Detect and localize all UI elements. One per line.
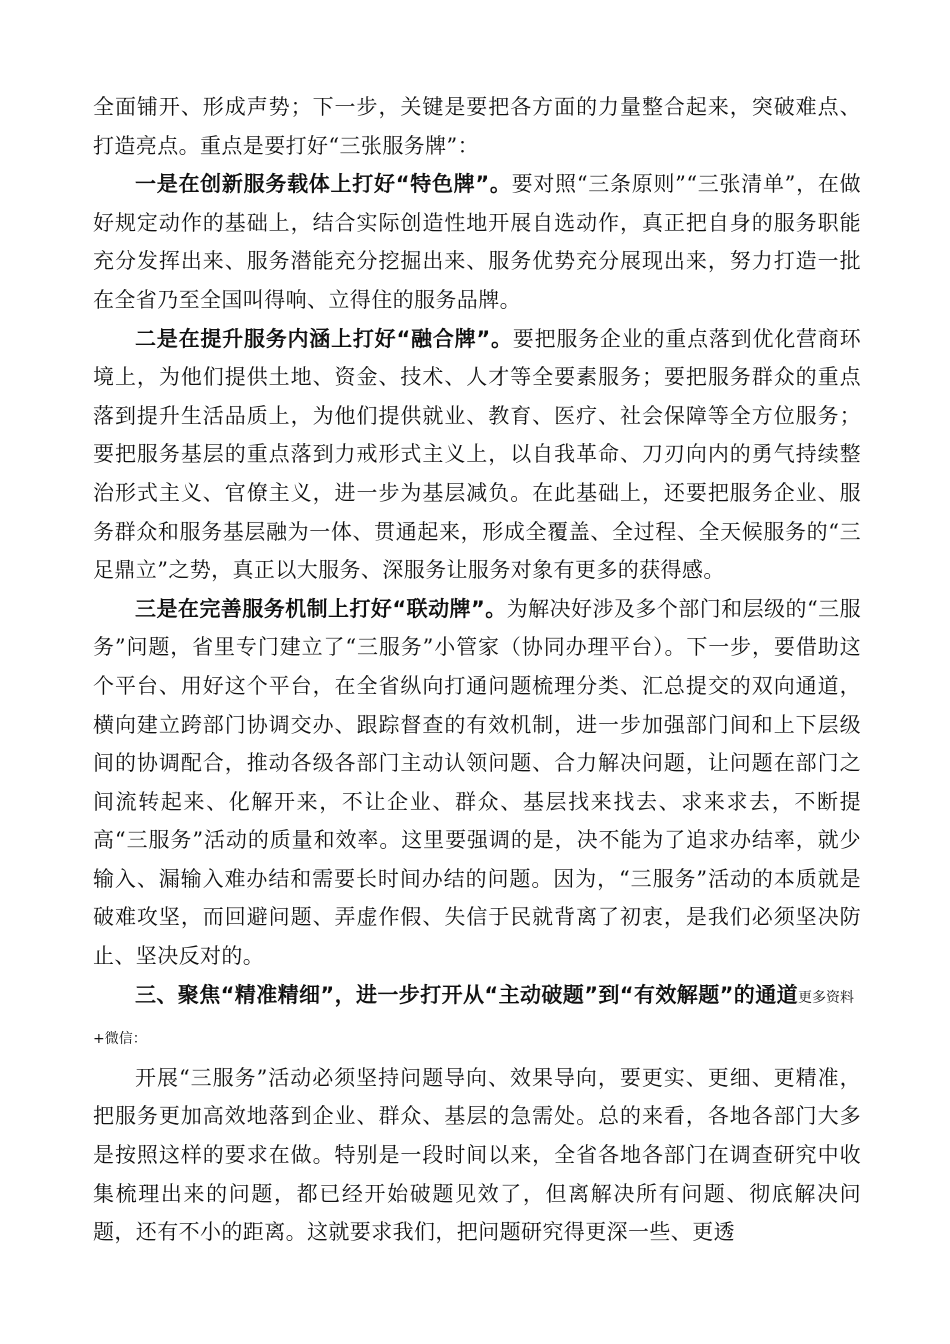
section-heading	[93, 976, 861, 1059]
paragraph-section-body: 开展“三服务”活动必须坚持问题导向、效果导向，要更实、更细、更精准，把服务更加高效地落到企业、群众、基层的急需处。总的来看，各地各部门大多是按照这样的要求在做。特别是一段时间以来，全省各地各部门在调查研究中收集梳理出来的问题，都已经开始破题见效了，但离解决所有问题、彻底解决问题，还有不小的距离。这就要求我们，把问题研究得更深一些、更透	[93, 1065, 861, 1245]
paragraph-linkage-card	[93, 590, 861, 976]
paragraph-body: 要把服务企业的重点落到优化营商环境上，为他们提供土地、资金、技术、人才等全要素服务；要把服务群众的重点落到提升生活品质上，为他们提供就业、教育、医疗、社会保障等全方位服务；要把服务基层的重点落到力戒形式主义上，以自我革命、刀刃向内的勇气持续整治形式主义、官僚主义，进一步为基层减负。在此基础上，还要把服务企业、服务群众和服务基层融为一体、贯通起来，形成全覆盖、全过程、全天候服务的“三足鼎立”之势，真正以大服务、深服务让服务对象有更多的获得感。	[93, 326, 861, 583]
paragraph-integration-card	[93, 320, 861, 590]
paragraph-body: 为解决好涉及多个部门和层级的“三服务”问题，省里专门建立了“三服务”小管家（协同办理平台）。下一步，要借助这个平台、用好这个平台，在全省纵向打通问题梳理分类、汇总提交的双向通道，横向建立跨部门协调交办、跟踪督查的有效机制，进一步加强部门间和上下层级间的协调配合，推动各级各部门主动认领问题、合力解决问题，让问题在部门之间流转起来、化解开来，不让企业、群众、基层找来找去、求来求去，不断提高“三服务”活动的质量和效率。这里要强调的是，决不能为了追求办结率，就少输入、漏输入难办结和需要长时间办结的问题。因为，“三服务”活动的本质就是破难攻坚，而回避问题、弄虚作假、失信于民就背离了初衷，是我们必须坚决防止、坚决反对的。	[93, 596, 861, 969]
paragraph-body: 要对照“三条原则”“三张清单”，在做好规定动作的基础上，结合实际创造性地开展自选动作，真正把自身的服务职能充分发挥出来、服务潜能充分挖掘出来、服务优势充分展现出来，努力打造一批在全省乃至全国叫得响、立得住的服务品牌。	[93, 172, 861, 312]
document-page	[93, 88, 861, 1252]
section-heading-text: 三、聚焦“精准精细”，进一步打开从“主动破题”到“有效解题”的通道	[135, 982, 799, 1007]
paragraph-intro: 全面铺开、形成声势；下一步，关键是要把各方面的力量整合起来，突破难点、打造亮点。重点是要打好“三张服务牌”：	[93, 95, 861, 158]
paragraph-lead: 一是在创新服务载体上打好“特色牌”。	[135, 172, 512, 197]
paragraph-lead: 三是在完善服务机制上打好“联动牌”。	[135, 596, 507, 621]
paragraph-lead: 二是在提升服务内涵上打好“融合牌”。	[135, 326, 513, 351]
paragraph-featured-card	[93, 165, 861, 319]
heading-watermark-note: 更多资料+微信：	[93, 989, 855, 1048]
